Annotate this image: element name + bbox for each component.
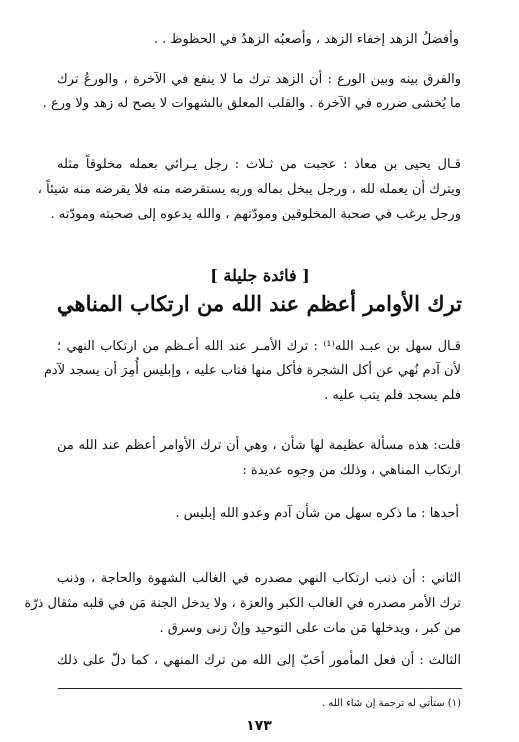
section-title: ترك الأوامر أعظم عند الله من ارتكاب المناهي xyxy=(57,291,462,316)
para7-line1: الثاني : أن ذنب ارتكاب النهي مصدره في الغالب الشهوة والحاجة ، وذنب xyxy=(57,571,461,586)
page-number: ١٧٣ xyxy=(246,718,272,734)
para3-line1: قـال يحيى بن معاذ : عجبت من ثـلاث : رجل يـرائي بعمله مخلوقاً مثله xyxy=(57,157,461,172)
para1-line1: وأفضلُ الزهد إخفاء الزهد ، وأصعبُه الزهدُ في الحظوظ . . xyxy=(153,32,459,47)
para7-line2: ترك الأمر مصدره في الغالب الكبر والعزة ، ولا يدخل الجنة مَن في قلبه مثقال ذرّة xyxy=(24,596,461,611)
para4-line3: فلم يسجد فلم يتب عليه . xyxy=(324,388,461,403)
para4-line1: قـال سهل بن عبـد الله⁽¹⁾ : ترك الأمـر عند الله أعـظم من ارتكاب النهي ؛ xyxy=(57,339,461,354)
footnote-divider xyxy=(58,688,462,689)
section-label: [ فائدة جليلة ] xyxy=(210,266,310,285)
para2-line1: والفرق بينه وبين الورع : أن الزهد ترك ما لا ينفع في الآخرة ، والورعُ ترك xyxy=(57,72,461,87)
para7-line3: من كبر ، ويدخلها مَن مات على التوحيد وإنْ زنى وسرق . xyxy=(159,621,461,636)
para8-line1: الثالث : أن فعل المأمور أحَبّ إلى الله من ترك المنهي ، كما دلّ على ذلك xyxy=(57,653,461,668)
para6-line1: أحدها : ما ذكره سهل من شأن آدم وعدو الله إبليس . xyxy=(175,506,459,521)
footnote-text: (١) ستأتي له ترجمة إن شاء الله . xyxy=(322,698,461,709)
para2-line2: ما يُخشى ضرره في الآخرة . والقلب المعلق بالشهوات لا يصح له زهد ولا ورع . xyxy=(42,96,461,111)
para4-line2: لأن آدم نُهي عن أكل الشجرة فأكل منها فتاب عليه ، وإبليس أُمِرَ أن يسجد لآدم xyxy=(43,363,461,378)
para3-line2: ويترك أن يعمله لله ، ورجل يبخل بماله وربه يستقرضه منه فلا يقرضه منه شيئاً ، xyxy=(37,182,461,197)
para3-line3: ورجل يرغب في صحبة المخلوقين ومودّتهم ، والله يدعوه إلى صحبته ومودّته . xyxy=(50,207,461,222)
para5-line1: قلت: هذه مسألة عظيمة لها شأن ، وهي أن ترك الأوامر أعظم عند الله من xyxy=(57,438,461,453)
para5-line2: ارتكاب المناهي ، وذلك من وجوه عديدة : xyxy=(242,463,461,478)
